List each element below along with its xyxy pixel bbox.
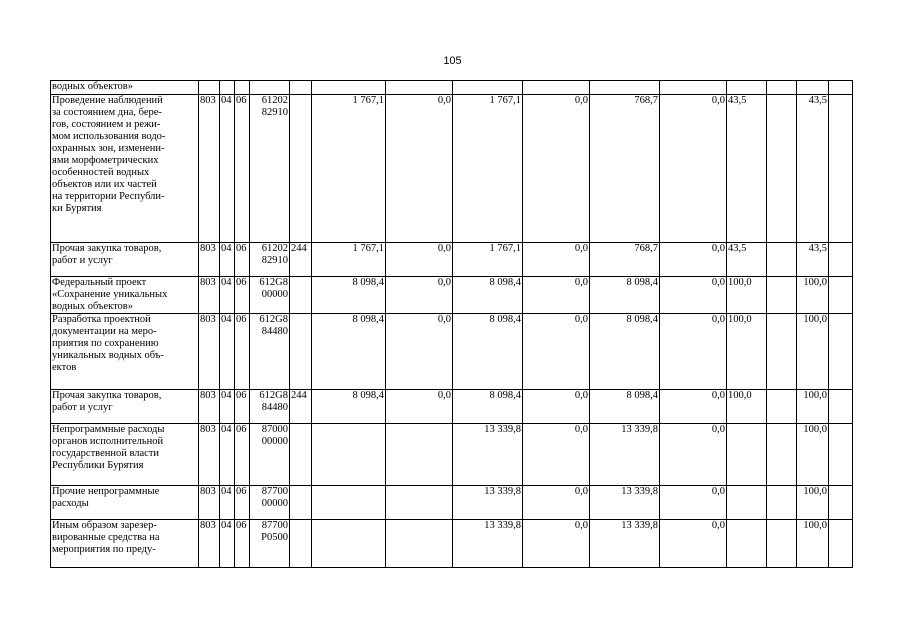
value-a: 8 098,4: [312, 390, 386, 424]
table-row: [51, 277, 853, 314]
value-e: 13 339,8: [590, 520, 660, 568]
value-c: 1 767,1: [453, 243, 523, 277]
empty-cell: [829, 95, 853, 243]
value-a: 8 098,4: [312, 277, 386, 314]
target-article-code: 87700 P0500: [250, 520, 290, 568]
value-e: 768,7: [590, 243, 660, 277]
value-e: 768,7: [590, 95, 660, 243]
expense-type-code: [290, 81, 312, 95]
value-c: 8 098,4: [453, 277, 523, 314]
value-d: 0,0: [523, 520, 590, 568]
percent-a: [727, 520, 767, 568]
section-code: 04: [220, 243, 235, 277]
value-f: 0,0: [660, 95, 727, 243]
target-article-code: 612G8 84480: [250, 314, 290, 390]
table-row: [51, 243, 853, 277]
target-article-code: 61202 82910: [250, 95, 290, 243]
value-f: 0,0: [660, 243, 727, 277]
value-e: 8 098,4: [590, 314, 660, 390]
target-article-code: 612G8 84480: [250, 390, 290, 424]
value-d: 0,0: [523, 486, 590, 520]
value-d: 0,0: [523, 314, 590, 390]
value-f: 0,0: [660, 520, 727, 568]
row-name: Федеральный проект «Сохранение уникальных водных объектов»: [51, 277, 199, 314]
value-f: 0,0: [660, 390, 727, 424]
budget-table: [50, 80, 853, 568]
value-b: 0,0: [386, 390, 453, 424]
percent-a: 43,5: [727, 95, 767, 243]
empty-cell: [829, 486, 853, 520]
value-a: 1 767,1: [312, 95, 386, 243]
percent-b: 43,5: [797, 95, 829, 243]
subsection-code: 06: [235, 424, 250, 486]
value-e: 8 098,4: [590, 277, 660, 314]
ved-code: 803: [199, 314, 220, 390]
percent-b: [797, 81, 829, 95]
value-a: [312, 424, 386, 486]
target-article-code: 87700 00000: [250, 486, 290, 520]
percent-a: [727, 486, 767, 520]
expense-type-code: [290, 314, 312, 390]
subsection-code: 06: [235, 243, 250, 277]
value-f: 0,0: [660, 314, 727, 390]
row-name: Разработка проектной документации на меро- приятия по сохранению уникальных водных объ- ектов: [51, 314, 199, 390]
value-b: 0,0: [386, 314, 453, 390]
empty-cell: [829, 424, 853, 486]
percent-a: [727, 424, 767, 486]
value-b: 0,0: [386, 243, 453, 277]
ved-code: [199, 81, 220, 95]
expense-type-code: 244: [290, 390, 312, 424]
expense-type-code: 244: [290, 243, 312, 277]
ved-code: 803: [199, 486, 220, 520]
expense-type-code: [290, 424, 312, 486]
section-code: 04: [220, 390, 235, 424]
table-row: [51, 81, 853, 95]
value-d: 0,0: [523, 243, 590, 277]
ved-code: 803: [199, 95, 220, 243]
row-name: Прочая закупка товаров, работ и услуг: [51, 390, 199, 424]
table-row: [51, 95, 853, 243]
ved-code: 803: [199, 243, 220, 277]
value-a: 1 767,1: [312, 243, 386, 277]
row-name: Непрограммные расходы органов исполнительной государственной власти Республики Бурятия: [51, 424, 199, 486]
percent-a: 100,0: [727, 277, 767, 314]
value-b: [386, 424, 453, 486]
table-row: [51, 390, 853, 424]
value-a: [312, 81, 386, 95]
empty-cell: [829, 277, 853, 314]
subsection-code: 06: [235, 314, 250, 390]
target-article-code: [250, 81, 290, 95]
percent-a: [727, 81, 767, 95]
target-article-code: 612G8 00000: [250, 277, 290, 314]
value-b: 0,0: [386, 95, 453, 243]
percent-a: 100,0: [727, 314, 767, 390]
percent-a: 100,0: [727, 390, 767, 424]
value-d: 0,0: [523, 277, 590, 314]
percent-b: 100,0: [797, 314, 829, 390]
subsection-code: [235, 81, 250, 95]
value-f: 0,0: [660, 486, 727, 520]
value-e: 8 098,4: [590, 390, 660, 424]
empty-cell: [767, 314, 797, 390]
table-row: [51, 486, 853, 520]
value-b: [386, 486, 453, 520]
expense-type-code: [290, 520, 312, 568]
value-a: [312, 486, 386, 520]
subsection-code: 06: [235, 277, 250, 314]
value-c: 13 339,8: [453, 424, 523, 486]
percent-b: 100,0: [797, 277, 829, 314]
value-e: 13 339,8: [590, 424, 660, 486]
value-e: [590, 81, 660, 95]
section-code: 04: [220, 486, 235, 520]
ved-code: 803: [199, 390, 220, 424]
percent-b: 100,0: [797, 520, 829, 568]
row-name: Иным образом зарезер- вированные средства на мероприятия по преду-: [51, 520, 199, 568]
percent-b: 43,5: [797, 243, 829, 277]
table-row: [51, 424, 853, 486]
section-code: 04: [220, 277, 235, 314]
subsection-code: 06: [235, 95, 250, 243]
ved-code: 803: [199, 520, 220, 568]
value-a: [312, 520, 386, 568]
section-code: 04: [220, 95, 235, 243]
empty-cell: [767, 486, 797, 520]
value-b: [386, 81, 453, 95]
table-row: [51, 520, 853, 568]
value-f: 0,0: [660, 277, 727, 314]
value-f: [660, 81, 727, 95]
value-c: [453, 81, 523, 95]
empty-cell: [767, 243, 797, 277]
row-name: Прочая закупка товаров, работ и услуг: [51, 243, 199, 277]
value-c: 1 767,1: [453, 95, 523, 243]
section-code: 04: [220, 314, 235, 390]
value-e: 13 339,8: [590, 486, 660, 520]
percent-b: 100,0: [797, 424, 829, 486]
empty-cell: [829, 81, 853, 95]
ved-code: 803: [199, 277, 220, 314]
percent-a: 43,5: [727, 243, 767, 277]
empty-cell: [767, 81, 797, 95]
target-article-code: 61202 82910: [250, 243, 290, 277]
value-d: [523, 81, 590, 95]
subsection-code: 06: [235, 520, 250, 568]
section-code: 04: [220, 520, 235, 568]
empty-cell: [767, 520, 797, 568]
value-d: 0,0: [523, 95, 590, 243]
empty-cell: [767, 424, 797, 486]
empty-cell: [767, 277, 797, 314]
empty-cell: [829, 314, 853, 390]
row-name: водных объектов»: [51, 81, 199, 95]
value-b: [386, 520, 453, 568]
percent-b: 100,0: [797, 390, 829, 424]
value-d: 0,0: [523, 424, 590, 486]
row-name: Проведение наблюдений за состоянием дна, бере- гов, состоянием и режи- мом использования водо- охранных зон, изменени- ями морфометрических особенностей водных объектов или их частей на территории Республи- ки Бурятия: [51, 95, 199, 243]
value-a: 8 098,4: [312, 314, 386, 390]
value-c: 8 098,4: [453, 390, 523, 424]
percent-b: 100,0: [797, 486, 829, 520]
row-name: Прочие непрограммные расходы: [51, 486, 199, 520]
value-d: 0,0: [523, 390, 590, 424]
value-c: 13 339,8: [453, 520, 523, 568]
empty-cell: [829, 243, 853, 277]
value-c: 13 339,8: [453, 486, 523, 520]
ved-code: 803: [199, 424, 220, 486]
page-number: 105: [443, 55, 462, 67]
target-article-code: 87000 00000: [250, 424, 290, 486]
empty-cell: [767, 95, 797, 243]
section-code: [220, 81, 235, 95]
section-code: 04: [220, 424, 235, 486]
expense-type-code: [290, 486, 312, 520]
subsection-code: 06: [235, 486, 250, 520]
empty-cell: [767, 390, 797, 424]
empty-cell: [829, 390, 853, 424]
value-b: 0,0: [386, 277, 453, 314]
expense-type-code: [290, 95, 312, 243]
value-f: 0,0: [660, 424, 727, 486]
expense-type-code: [290, 277, 312, 314]
subsection-code: 06: [235, 390, 250, 424]
table-row: [51, 314, 853, 390]
empty-cell: [829, 520, 853, 568]
value-c: 8 098,4: [453, 314, 523, 390]
